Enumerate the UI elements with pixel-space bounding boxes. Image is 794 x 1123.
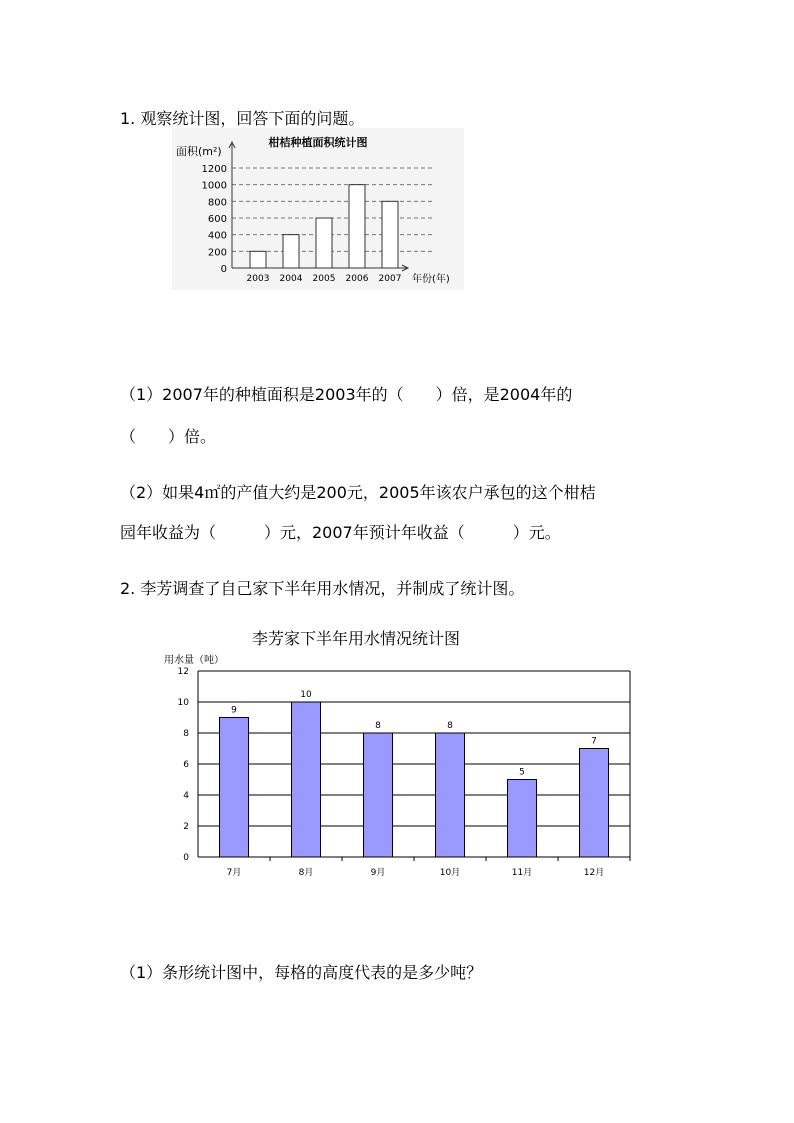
x-tick-label: 11月 (511, 868, 533, 878)
area-bar-chart (172, 128, 464, 290)
data-label: 9 (231, 705, 237, 716)
data-label: 8 (375, 721, 381, 731)
x-tick-label: 9月 (370, 868, 386, 878)
q1-sub2-line2: 园年收益为（ ）元，2007年预计年收益（ ）元。 (120, 523, 561, 542)
q2-heading: 2. 李芳调查了自己家下半年用水情况，并制成了统计图。 (120, 579, 525, 598)
bar (316, 218, 332, 268)
y-tick-label: 200 (207, 247, 227, 259)
x-tick-label: 2004 (279, 274, 303, 284)
y-tick-label: 6 (183, 760, 189, 770)
bar (382, 201, 398, 268)
water-bar-chart (160, 624, 640, 884)
data-label: 7 (591, 736, 597, 747)
bar (364, 733, 393, 857)
y-tick-label: 1000 (201, 180, 227, 192)
y-tick-label: 8 (183, 729, 189, 739)
x-tick-label: 2003 (246, 274, 270, 284)
x-tick-label: 2007 (378, 274, 402, 284)
q1-heading: 1. 观察统计图，回答下面的问题。 (120, 109, 365, 128)
x-tick-label: 2006 (345, 274, 369, 284)
area-chart (172, 128, 464, 290)
chart-title: 李芳家下半年用水情况统计图 (251, 629, 461, 648)
bar (220, 718, 249, 858)
chart-title: 柑桔种植面积统计图 (268, 136, 368, 149)
y-tick-label: 4 (183, 791, 189, 801)
y-tick-label: 0 (183, 853, 189, 863)
data-label: 8 (447, 721, 453, 731)
y-axis-label: 用水量（吨） (164, 655, 224, 666)
x-tick-label: 8月 (298, 868, 314, 878)
y-tick-label: 600 (207, 214, 227, 225)
y-tick-label: 2 (183, 822, 189, 832)
x-tick-label: 10月 (439, 868, 461, 878)
x-tick-label: 12月 (583, 868, 605, 878)
y-tick-label: 0 (220, 264, 227, 275)
y-tick-label: 10 (177, 698, 189, 708)
bar (283, 235, 299, 268)
y-tick-label: 1200 (201, 164, 227, 175)
y-axis-label: 面积(m²) (176, 145, 222, 158)
data-label: 5 (519, 767, 525, 778)
y-tick-label: 400 (207, 230, 227, 242)
water-chart (160, 624, 640, 884)
q1-sub2-line1: （2）如果4㎡的产值大约是200元，2005年该农户承包的这个柑桔 (120, 483, 596, 502)
q1-sub1-line2: （ ）倍。 (120, 427, 217, 446)
q1-sub1-line1: （1）2007年的种植面积是2003年的（ ）倍，是2004年的 (120, 385, 573, 404)
bar (349, 185, 365, 268)
bar (250, 251, 266, 268)
x-tick-label: 7月 (226, 868, 242, 878)
bar (508, 780, 537, 858)
bar (580, 749, 609, 858)
y-tick-label: 800 (207, 197, 227, 209)
data-label: 10 (300, 690, 312, 700)
q2-sub1: （1）条形统计图中，每格的高度代表的是多少吨？ (120, 963, 483, 982)
bar (292, 702, 321, 857)
x-axis-label: 年份(年) (412, 274, 450, 285)
bar (436, 733, 465, 857)
y-tick-label: 12 (177, 667, 189, 677)
x-tick-label: 2005 (312, 274, 336, 284)
